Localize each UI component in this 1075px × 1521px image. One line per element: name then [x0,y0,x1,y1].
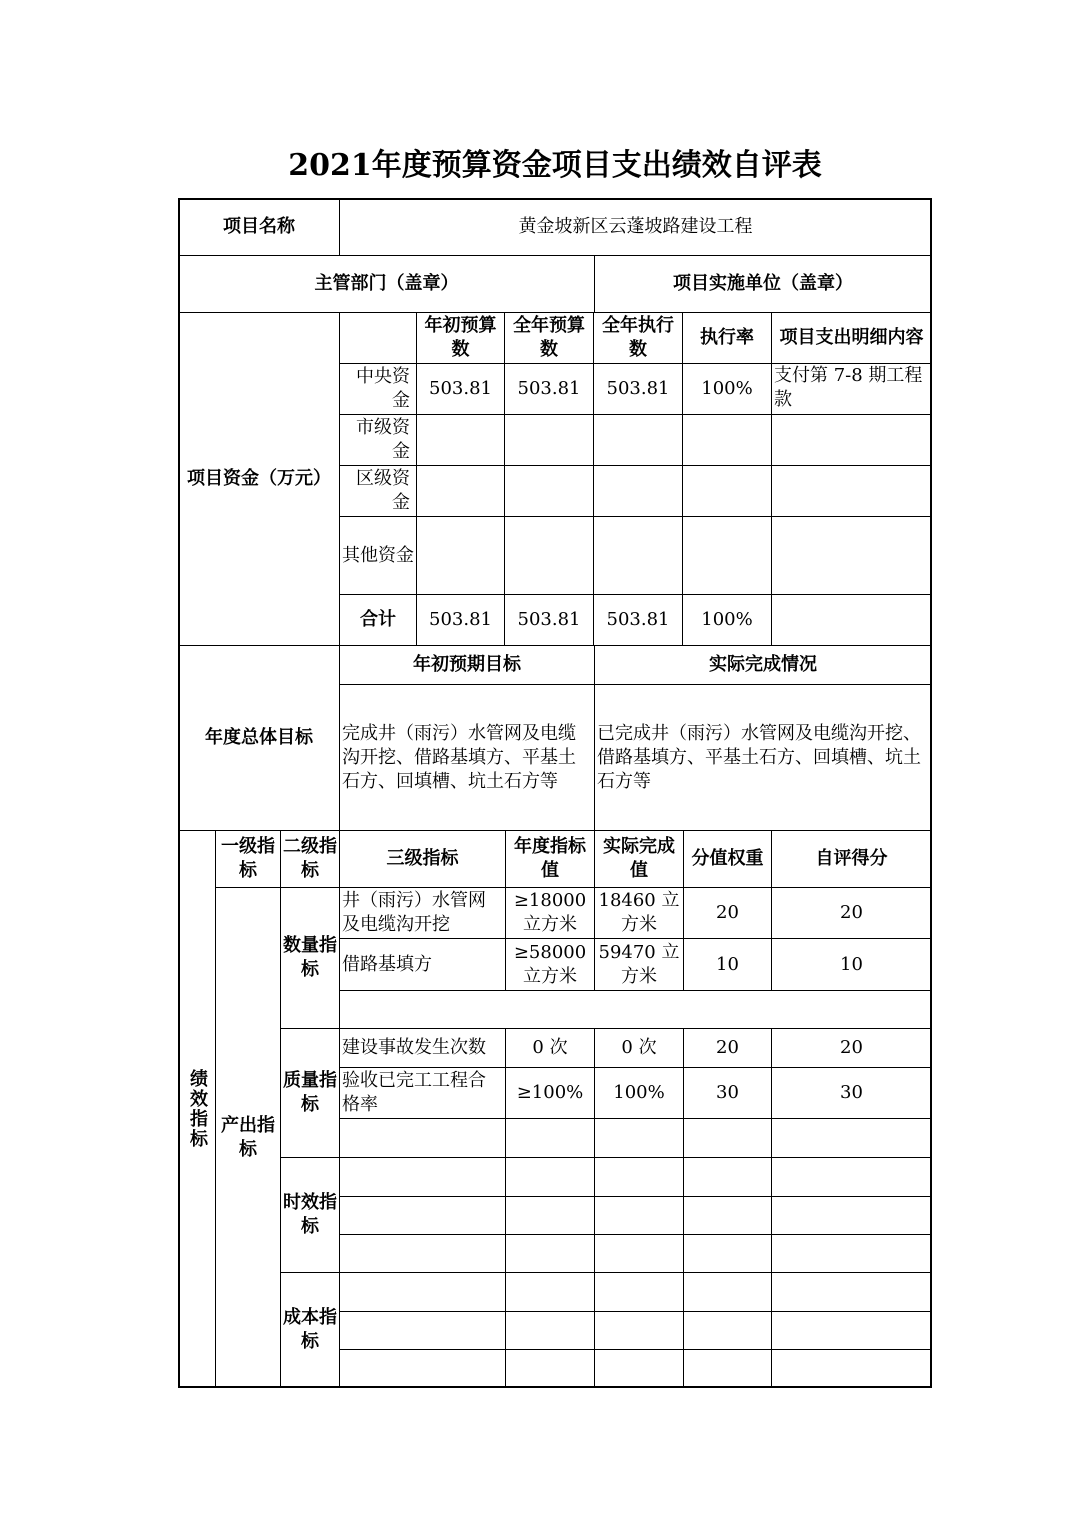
funds-cell-rate [682,465,772,517]
perf-indicator-weight: 10 [683,938,772,991]
perf-empty-cell [505,1272,595,1312]
perf-header-score: 自评得分 [771,830,932,888]
funds-header-blank [339,312,417,364]
page-title: 2021年度预算资金项目支出绩效自评表 [288,148,822,183]
perf-indicator-weight: 20 [683,887,772,939]
perf-empty-cell [683,1272,772,1312]
funds-header-rate: 执行率 [682,312,772,364]
perf-indicator-score: 30 [771,1067,932,1119]
project-name-label: 项目名称 [178,198,340,256]
perf-empty-cell [339,1349,506,1388]
perf-empty-cell [594,1196,684,1235]
funds-row-name: 中央资金 [339,363,417,415]
perf-quantity-label: 数量指标 [280,887,340,1029]
funds-row-name: 市级资金 [339,414,417,466]
perf-empty-cell [505,1118,595,1158]
perf-empty-cell [505,1234,595,1273]
funds-cell-detail [771,465,932,517]
perf-indicator-target: ≥18000立方米 [505,887,595,939]
perf-indicator-score: 20 [771,1028,932,1068]
perf-header-level3: 三级指标 [339,830,506,888]
goals-expected-label: 年初预期目标 [339,645,595,685]
funds-cell-annual [504,414,594,466]
funds-cell-annual [504,516,594,595]
funds-cell-rate [682,516,772,595]
perf-indicator-actual: 59470 立方米 [594,938,684,991]
funds-header-initial: 年初预算数 [416,312,505,364]
perf-empty-cell [771,1157,932,1197]
perf-timeliness-label: 时效指标 [280,1157,340,1273]
perf-header-actual: 实际完成值 [594,830,684,888]
perf-empty-cell [594,1234,684,1273]
perf-empty-cell [339,1118,506,1158]
perf-cost-label: 成本指标 [280,1272,340,1388]
perf-header-target: 年度指标值 [505,830,595,888]
perf-empty-cell [505,1157,595,1197]
funds-cell-initial [416,516,505,595]
performance-table [178,198,932,1388]
perf-empty-cell [683,1311,772,1350]
perf-quality-label: 质量指标 [280,1028,340,1158]
perf-empty-cell [505,1311,595,1350]
perf-empty-cell [594,1157,684,1197]
perf-indicator-actual: 18460 立方米 [594,887,684,939]
perf-indicator-name: 验收已完工工程合格率 [339,1067,506,1119]
funds-header-detail: 项目支出明细内容 [771,312,932,364]
perf-header-weight: 分值权重 [683,830,772,888]
perf-empty-cell [683,1234,772,1273]
perf-level1-output: 产出指标 [215,887,281,1388]
perf-empty-cell [505,1196,595,1235]
perf-empty-cell [339,1196,506,1235]
goals-label: 年度总体目标 [178,645,340,831]
funds-header-annual: 全年预算数 [504,312,594,364]
perf-empty-cell [683,1157,772,1197]
perf-empty-cell [594,1349,684,1388]
perf-empty-row [339,990,932,1029]
perf-empty-cell [683,1196,772,1235]
perf-indicator-target: ≥58000立方米 [505,938,595,991]
perf-empty-cell [339,1311,506,1350]
perf-indicator-score: 20 [771,887,932,939]
perf-empty-cell [339,1234,506,1273]
funds-header-executed: 全年执行数 [593,312,683,364]
funds-cell-executed: 503.81 [593,594,683,646]
perf-indicator-weight: 20 [683,1028,772,1068]
funds-cell-initial [416,414,505,466]
funds-cell-initial: 503.81 [416,594,505,646]
perf-indicator-actual: 0 次 [594,1028,684,1068]
funds-cell-initial: 503.81 [416,363,505,415]
funds-cell-detail [771,414,932,466]
perf-empty-cell [339,1157,506,1197]
perf-header-level1: 一级指标 [215,830,281,888]
perf-indicator-name: 借路基填方 [339,938,506,991]
funds-row-name: 其他资金 [339,516,417,595]
perf-empty-cell [683,1118,772,1158]
perf-indicator-target: ≥100% [505,1067,595,1119]
funds-cell-annual [504,465,594,517]
funds-cell-detail [771,594,932,646]
funds-label: 项目资金（万元） [178,312,340,646]
perf-empty-cell [339,1272,506,1312]
funds-cell-annual: 503.81 [504,594,594,646]
perf-indicator-score: 10 [771,938,932,991]
perf-empty-cell [771,1118,932,1158]
dept-label: 主管部门（盖章） [178,255,595,313]
perf-header-level2: 二级指标 [280,830,340,888]
perf-indicator-name: 建设事故发生次数 [339,1028,506,1068]
funds-cell-rate: 100% [682,594,772,646]
funds-cell-annual: 503.81 [504,363,594,415]
impl-unit-label: 项目实施单位（盖章） [594,255,932,313]
funds-cell-executed [593,516,683,595]
perf-indicator-actual: 100% [594,1067,684,1119]
goals-actual-label: 实际完成情况 [594,645,932,685]
perf-empty-cell [771,1311,932,1350]
perf-empty-cell [771,1234,932,1273]
funds-row-name: 区级资金 [339,465,417,517]
goals-actual-text: 已完成井（雨污）水管网及电缆沟开挖、借路基填方、平基土石方、回填槽、坑土石方等 [594,684,932,831]
project-name-value: 黄金坡新区云蓬坡路建设工程 [339,198,932,256]
funds-row-total: 合计 [339,594,417,646]
funds-cell-detail: 支付第 7-8 期工程款 [771,363,932,415]
perf-empty-cell [594,1272,684,1312]
perf-empty-cell [505,1349,595,1388]
perf-empty-cell [594,1118,684,1158]
perf-empty-cell [771,1196,932,1235]
perf-label: 绩效指标 [178,830,216,1388]
perf-empty-cell [683,1349,772,1388]
funds-cell-executed [593,414,683,466]
goals-expected-text: 完成井（雨污）水管网及电缆沟开挖、借路基填方、平基土石方、回填槽、坑土石方等 [339,684,595,831]
funds-cell-executed: 503.81 [593,363,683,415]
funds-cell-detail [771,516,932,595]
funds-cell-rate: 100% [682,363,772,415]
perf-indicator-weight: 30 [683,1067,772,1119]
funds-cell-executed [593,465,683,517]
funds-cell-rate [682,414,772,466]
perf-empty-cell [771,1349,932,1388]
perf-empty-cell [771,1272,932,1312]
perf-empty-cell [594,1311,684,1350]
perf-indicator-target: 0 次 [505,1028,595,1068]
perf-indicator-name: 井（雨污）水管网及电缆沟开挖 [339,887,506,939]
funds-cell-initial [416,465,505,517]
